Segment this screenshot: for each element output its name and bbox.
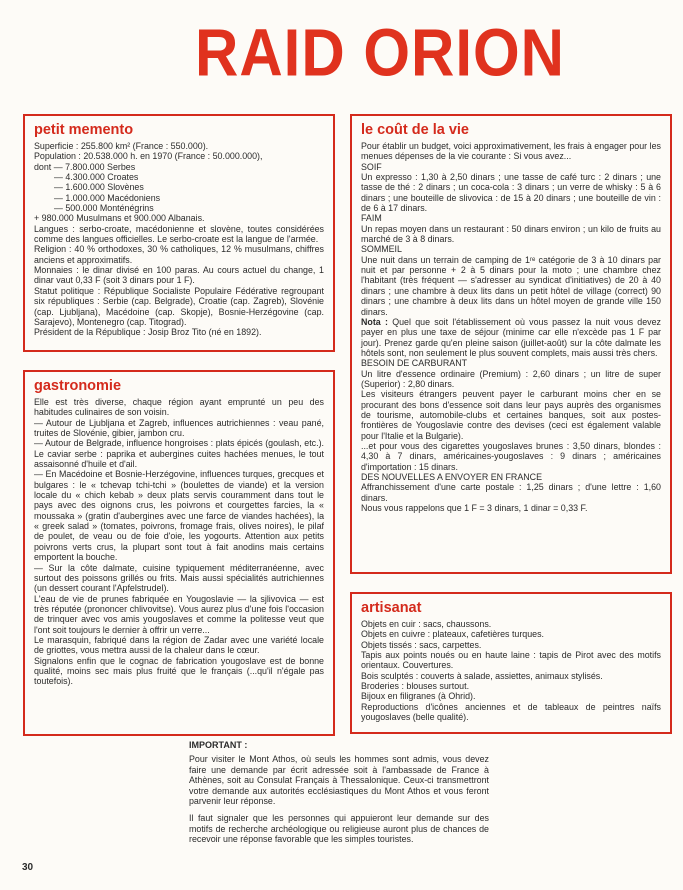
cout-paragraph: Un repas moyen dans un restaurant : 50 dinars environ ; un kilo de fruits au marché de 3 à 8 dinars. (361, 223, 661, 245)
memento-line: — 500.000 Monténégrins (54, 203, 154, 214)
memento-line: — 1.000.000 Macédoniens (54, 192, 161, 203)
memento-box (23, 114, 335, 352)
page-number: 30 (22, 862, 34, 873)
artisanat-line: Bijoux en filigranes (à Ohrid). (361, 691, 476, 702)
gastronomie-heading: gastronomie (34, 378, 122, 394)
cout-de-la-vie-box (350, 114, 672, 574)
artisanat-line: Reproductions d'icônes anciennes et de tableaux de peintres naïfs yougoslaves (belle qualité). (361, 701, 661, 723)
artisanat-box (350, 592, 672, 734)
important-paragraph: Pour visiter le Mont Athos, où seuls les hommes sont admis, vous devez faire une demande par écrit adressée soit à l'ambassade de France à Athènes, soit au Consulat Français à Thessalonique. Ceux-ci transmettront votre demande aux autorités ecclésiastiques du Mont Athos et vous feront parvenir leur réponse. (189, 754, 489, 807)
gastronomie-paragraph: — Autour de Ljubljana et Zagreb, influences autrichiennes : veau pané, truites de Slovénie, gibier, jambon cru. (34, 417, 324, 439)
gastronomie-paragraph: L'eau de vie de prunes fabriquée en Yougoslavie — la sjlivovica — est très réputée (prononcer chlivovitse). Vous aurez plus d'une fois l'occasion de trinquer avec vos amis yougoslaves et comme la politesse veut que l'ont soit toujours le dernier à offrir un verre... (34, 593, 324, 635)
gastronomie-paragraph: Elle est très diverse, chaque région ayant emprunté un peu des habitudes culinaires de son voisin. (34, 397, 324, 418)
memento-line: + 980.000 Musulmans et 900.000 Albanais. (34, 213, 205, 224)
memento-line: dont — 7.800.000 Serbes (34, 161, 136, 172)
cout-paragraph: Les visiteurs étrangers peuvent payer le carburant moins cher en se procurant des bons d'essence soit dans leur pays auprès des organismes de tourisme, automobile-clubs et certaines banques, soit aux postes-frontières de Yougoslavie contre des devises (ceci est également valable pour l'Italie et la Bulgarie). (361, 389, 661, 441)
artisanat-line: Objets en cuivre : plateaux, cafetières turques. (361, 629, 545, 640)
memento-line: — 4.300.000 Croates (54, 172, 139, 183)
page-title: RAID ORION (195, 14, 565, 90)
cout-subheading: SOIF (361, 161, 382, 172)
artisanat-line: Objets tissés : sacs, carpettes. (361, 639, 482, 650)
gastronomie-box (23, 370, 335, 736)
cout-paragraph: Un litre d'essence ordinaire (Premium) : 2,60 dinars ; un litre de super (Superior) : 2,80 dinars. (361, 368, 661, 389)
memento-line: Président de la République : Josip Broz Tito (né en 1892). (34, 327, 262, 338)
cout-paragraph: Pour établir un budget, voici approximativement, les frais à engager pour les menues dépenses de la vie courante : Si vous avez... (361, 141, 661, 162)
memento-line: Langues : serbo-croate, macédonienne et slovène, toutes considérées comme des langues officielles. Le serbo-croate est la langue de l'armée. (34, 223, 324, 245)
artisanat-line: Bois sculptés : couverts à salade, assiettes, animaux stylisés. (361, 670, 603, 681)
important-note (189, 740, 489, 852)
memento-heading: petit memento (34, 122, 134, 138)
cout-paragraph: Nous vous rappelons que 1 F = 3 dinars, 1 dinar = 0,33 F. (361, 503, 588, 514)
memento-line: Superficie : 255.800 km² (France : 550.000). (34, 141, 209, 151)
cout-subheading: DES NOUVELLES A ENVOYER EN FRANCE (361, 472, 543, 482)
cout-subheading: FAIM (361, 213, 382, 224)
gastronomie-paragraph: Le marasquin, fabriqué dans la région de Zadar avec une variété locale de griottes, vous mettra aussi de la chaleur dans le cœur. (34, 634, 324, 656)
gastronomie-paragraph: Signalons enfin que le cognac de fabrication yougoslave est de bonne qualité, moins sec mais plus fruité que le français (...qu'il n'égale pas toutefois). (34, 655, 324, 687)
memento-line: — 1.600.000 Slovènes (54, 182, 144, 193)
memento-line: Statut politique : République Socialiste Populaire Fédérative regroupant six républiques : Serbie (cap. Belgrade), Croatie (cap. Zagreb), Slovénie (cap. Ljubljana), Macédoine (cap. Skopje), Bosnie-Herzégovine (cap. Sarajevo), Montenegro (cap. Titograd). (34, 285, 324, 327)
cout-heading: le coût de la vie (361, 122, 469, 138)
gastronomie-paragraph: — Autour de Belgrade, influence hongroises : plats épicés (goulash, etc.). Le caviar serbe : paprika et aubergines cuites hachées menues, le tout assaisonné d'huile et d'ail. (34, 438, 324, 470)
memento-line: Monnaies : le dinar divisé en 100 paras. Au cours actuel du change, 1 dinar vaut 0,33 F (soit 3 dinars pour 1 F). (34, 265, 324, 286)
artisanat-line: Broderies : blouses surtout. (361, 681, 470, 692)
important-paragraph: Il faut signaler que les personnes qui appuieront leur demande sur des motifs de recherche archéologique ou religieuse auront plus de chances de recevoir une réponse favorable que les simples touristes. (189, 813, 489, 845)
memento-line: Population : 20.538.000 h. en 1970 (France : 50.000.000), (34, 151, 263, 162)
cout-nota: Nota : Quel que soit l'établissement où vous passez la nuit vous devez payer en plus une taxe de séjour (minime car elle n'excède pas 1 F par jour). Prenez garde qu'en pleine saison (juillet-août) sur la côte dalmate les hôtels sont, non seulement le plus souvent complets, mais aussi très chers. (361, 316, 661, 358)
cout-paragraph: ...et pour vous des cigarettes yougoslaves brunes : 3,50 dinars, blondes : 4,30 à 7 dinars, américaines-yougoslaves : 9 dinars ; américaines d'importation : 15 dinars. (361, 440, 661, 472)
cout-subheading: SOMMEIL (361, 244, 402, 255)
important-heading: IMPORTANT : (189, 740, 248, 750)
cout-paragraph: Une nuit dans un terrain de camping de 1ʳᵉ catégorie de 3 à 10 dinars par nuit et par personne + 2 à 5 dinars pour la moto ; une chambre chez l'habitant (très fréquent — s'adresser au syndicat d'initiatives) de 20 à 40 dinars ; une chambre à deux lits dans un petit hôtel de village (correct) 90 dinars ; une chambre à deux lits dans un hôtel moyen de grande ville 150 dinars. (361, 254, 661, 317)
artisanat-heading: artisanat (361, 600, 422, 616)
cout-paragraph: Un expresso : 1,30 à 2,50 dinars ; une tasse de café turc : 2 dinars ; une tasse de thé : 2 dinars ; un coca-cola : 3 dinars ; un verre de whisky : 5 à 6 dinars ; une bouteille de slivovica : de 15 à 20 dinars ; une bouteille de vin : de 6 à 17 dinars. (361, 172, 661, 214)
artisanat-line: Tapis aux points noués ou en haute laine : tapis de Pirot avec des motifs orientaux. Couvertures. (361, 650, 661, 671)
cout-paragraph: Affranchissement d'une carte postale : 1,25 dinars ; d'une lettre : 1,60 dinars. (361, 482, 661, 503)
cout-subheading: BESOIN DE CARBURANT (361, 358, 468, 369)
artisanat-line: Objets en cuir : sacs, chaussons. (361, 619, 492, 629)
gastronomie-paragraph: — Sur la côte dalmate, cuisine typiquement méditerranéenne, avec surtout des poissons grillés ou frits. Mais aussi spécialités autrichiennes (un dessert courant l'Apfelstrudel). (34, 562, 324, 594)
gastronomie-paragraph: — En Macédoine et Bosnie-Herzégovine, influences turques, grecques et bulgares : le « tchevap tchi-tchi » (boulettes de viande) et la version locale du « chich kebab » deux plats servis couramment dans tout le pays avec des oignons crus, les poivrons et courgettes farcies, la « moussaka » (gratin d'aubergines avec une farce de viandes hachées), la « greek salad » (tomates, poivrons, fromage frais, olives noires), le pilaf de poulet, de veau ou de foie d'oie, les yogourts. Attention aux petits poivrons verts crus, la plupart sont tout à fait anodins mais certains emportent la bouche. (34, 469, 324, 563)
memento-line: Religion : 40 % orthodoxes, 30 % catholiques, 12 % musulmans, chiffres anciens et approximatifs. (34, 244, 324, 265)
